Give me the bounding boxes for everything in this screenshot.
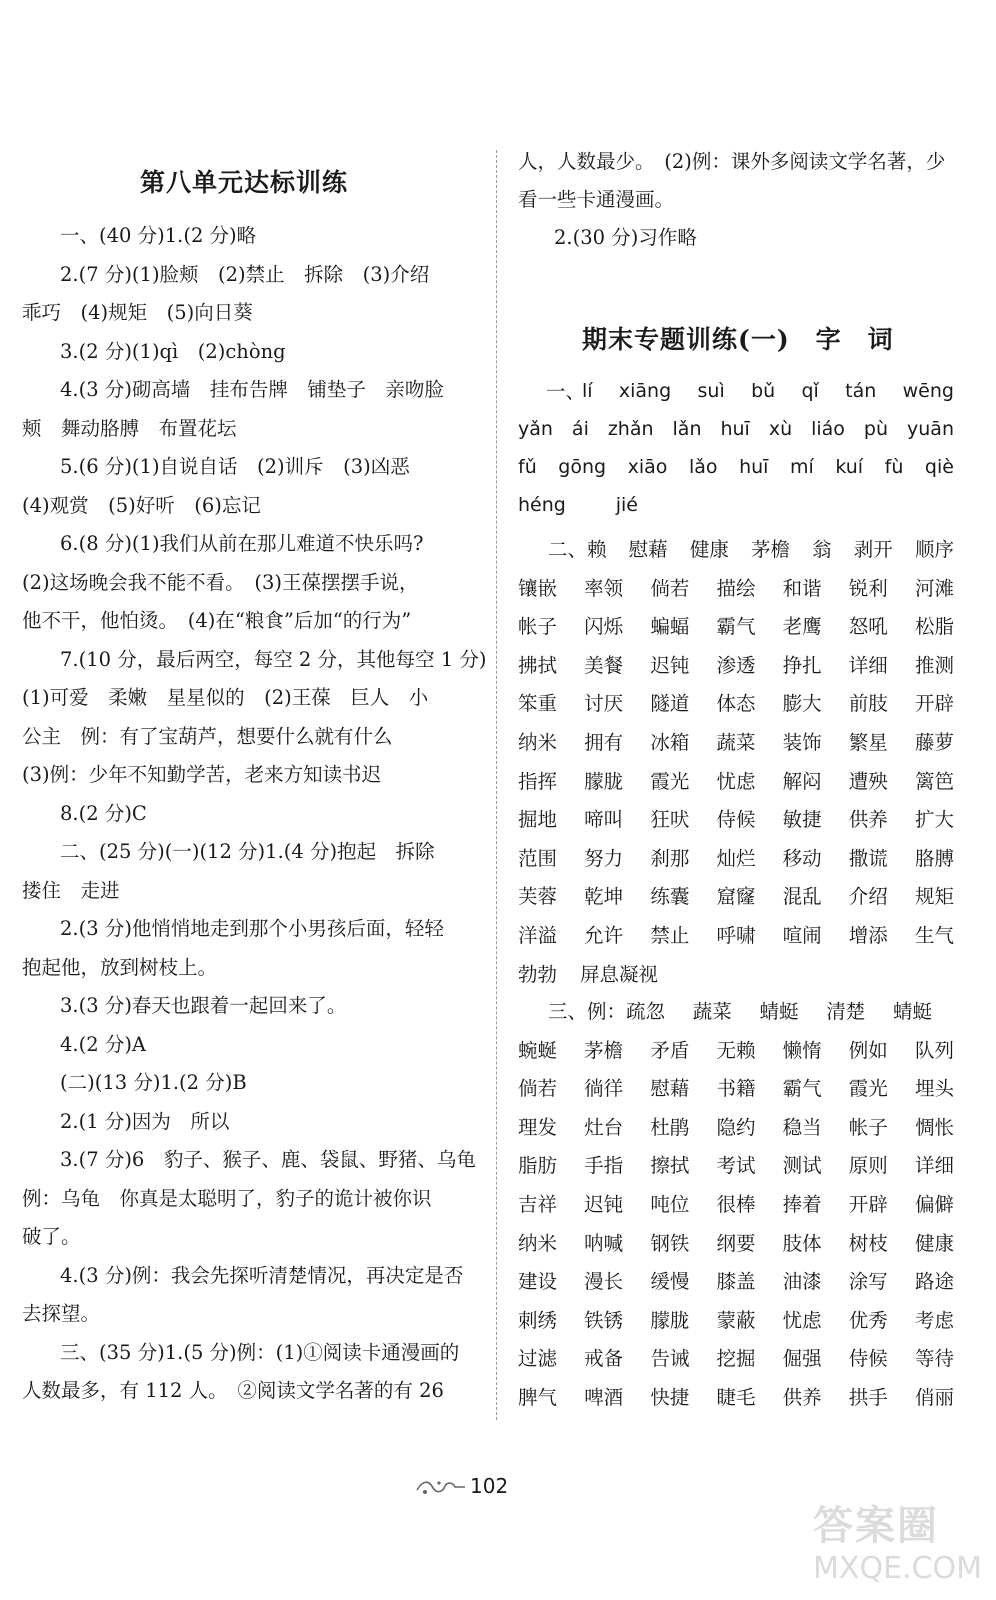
pinyin-item: fǔ — [518, 456, 537, 478]
pinyin-item: lí — [582, 380, 593, 402]
word-item: 侍候 — [716, 808, 756, 832]
word-item: 灿烂 — [716, 846, 756, 870]
word-item: 很棒 — [716, 1193, 756, 1216]
word-item: 忧虑 — [782, 1308, 822, 1332]
pinyin-item: tán — [845, 380, 877, 402]
word-item: 缓慢 — [650, 1270, 690, 1294]
pinyin-item: ái — [571, 418, 589, 440]
word-item: 增添 — [848, 924, 888, 947]
word-item: 霞光 — [848, 1077, 888, 1101]
word-item: 纲要 — [716, 1231, 756, 1255]
word-row — [518, 688, 954, 716]
answer-line: 2.(30 分)习作略 — [554, 226, 697, 249]
word-item: 优秀 — [848, 1308, 888, 1332]
word-item: 徜徉 — [584, 1077, 624, 1101]
word-item: 杜鹃 — [650, 1115, 690, 1139]
word-item: 美餐 — [584, 653, 624, 677]
answer-line: 看一些卡通漫画。 — [518, 188, 675, 211]
pinyin-item: qǐ — [801, 380, 819, 402]
word-item: 钢铁 — [650, 1231, 690, 1255]
pinyin-item: jié — [615, 494, 638, 516]
word-item: 树枝 — [848, 1231, 888, 1255]
word-item: 吨位 — [650, 1193, 690, 1216]
word-row — [518, 1189, 954, 1217]
word-item: 稳当 — [782, 1115, 822, 1139]
word-item: 蔬菜 — [692, 1000, 732, 1023]
answer-line: 抱起他，放到树枝上。 — [22, 955, 218, 979]
word-row — [548, 996, 932, 1024]
word-item: 顺序 — [914, 538, 954, 561]
word-item: 繁星 — [848, 731, 888, 754]
word-item: 脂肪 — [518, 1154, 558, 1178]
word-row — [518, 1382, 954, 1410]
word-item: 剥开 — [853, 538, 893, 561]
word-item: 窟窿 — [716, 885, 756, 909]
word-item: 闪烁 — [584, 615, 624, 639]
word-item: 蜿蜒 — [518, 1038, 558, 1062]
pinyin-item: bǔ — [751, 380, 776, 402]
word-item: 蜻蜓 — [759, 1000, 799, 1023]
pinyin-item: mí — [789, 456, 814, 478]
word-item: 隧道 — [650, 692, 690, 716]
watermark — [813, 1494, 982, 1586]
word-row — [518, 611, 954, 639]
word-item: 吉祥 — [518, 1193, 558, 1216]
word-item: 镶嵌 — [518, 576, 558, 600]
answer-line: 乖巧 (4)规矩 (5)向日葵 — [22, 301, 253, 324]
word-item: 倔强 — [782, 1347, 822, 1371]
answer-line: 3.(3 分)春天也跟着一起回来了。 — [60, 994, 347, 1017]
word-item: 迟钝 — [584, 1193, 624, 1216]
word-item: 脾气 — [518, 1386, 558, 1409]
word-item: 开辟 — [848, 1193, 888, 1216]
word-row — [548, 534, 954, 562]
word-item: 笨重 — [518, 692, 558, 716]
word-item: 帐子 — [518, 615, 558, 639]
word-item: 松脂 — [914, 615, 954, 639]
word-item: 考试 — [716, 1154, 756, 1178]
word-item: 狂吠 — [650, 808, 690, 832]
word-item: 规矩 — [914, 885, 954, 909]
word-item: 路途 — [914, 1270, 954, 1294]
word-item: 拥有 — [584, 731, 624, 754]
pinyin-item: lǎn — [672, 418, 702, 440]
word-item: 擦拭 — [650, 1154, 690, 1178]
word-item: 睫毛 — [716, 1386, 756, 1409]
answer-line: 2.(7 分)(1)脸颊 (2)禁止 拆除 (3)介绍 — [60, 262, 430, 286]
pinyin-item: huī — [739, 456, 769, 478]
word-row — [518, 766, 954, 794]
word-row — [518, 650, 954, 678]
page-number: 102 — [470, 1474, 509, 1498]
page-ornament-icon — [415, 1478, 467, 1496]
answer-line: (4)观赏 (5)好听 (6)忘记 — [22, 493, 261, 517]
word-item: 挖掘 — [716, 1347, 756, 1371]
word-item: 建设 — [518, 1270, 558, 1294]
word-item: 快捷 — [650, 1386, 690, 1409]
word-item: 膝盖 — [716, 1270, 756, 1294]
word-item: 膨大 — [782, 692, 822, 716]
word-item: 敏捷 — [782, 808, 822, 832]
word-item: 锐利 — [848, 576, 888, 600]
word-item: 装饰 — [782, 731, 822, 754]
word-item: 允许 — [584, 924, 624, 947]
word-row — [518, 727, 954, 755]
word-item: 描绘 — [716, 576, 756, 600]
word-item: 呼啸 — [716, 924, 756, 947]
word-item: 拱手 — [848, 1386, 888, 1409]
answer-line: 2.(3 分)他悄悄地走到那个小男孩后面，轻轻 — [60, 917, 444, 940]
word-item: 惆怅 — [914, 1115, 954, 1139]
pinyin-item: yǎn — [518, 418, 553, 440]
word-item: 霸气 — [716, 615, 756, 639]
word-item: 前肢 — [848, 692, 888, 716]
word-item: 开辟 — [914, 692, 954, 716]
word-item: 霸气 — [782, 1077, 822, 1101]
word-item: 灶台 — [584, 1115, 624, 1139]
word-item: 努力 — [584, 846, 624, 870]
word-item: 倘若 — [650, 576, 690, 600]
word-item: 理发 — [518, 1115, 558, 1139]
word-item: 胳膊 — [914, 846, 954, 870]
answer-line: 8.(2 分)C — [60, 801, 147, 825]
word-item: 蜻蜓 — [892, 1000, 932, 1023]
word-item: 慰藉 — [650, 1077, 690, 1101]
word-row — [518, 1035, 954, 1063]
word-item: 慰藉 — [628, 538, 668, 561]
answer-line: 一、(40 分)1.(2 分)略 — [60, 224, 257, 247]
word-item: 蝙蝠 — [650, 615, 690, 639]
word-item: 渗透 — [716, 653, 756, 677]
answer-line: 2.(1 分)因为 所以 — [60, 1109, 230, 1133]
pinyin-item: suì — [697, 380, 725, 402]
answer-line: 公主 例：有了宝葫芦，想要什么就有什么 — [22, 724, 393, 748]
word-item: 矛盾 — [650, 1038, 690, 1062]
answer-line: (3)例：少年不知勤学苦，老来方知读书迟 — [22, 763, 382, 786]
word-item: 撒谎 — [848, 846, 888, 870]
pinyin-row — [518, 418, 954, 440]
word-item: 告诫 — [650, 1347, 690, 1371]
word-item: 喧闹 — [782, 924, 822, 947]
answer-line: 6.(8 分)(1)我们从前在那儿难道不快乐吗? — [60, 532, 424, 555]
word-item: 涂写 — [848, 1270, 888, 1294]
word-item: 芙蓉 — [518, 885, 558, 909]
word-item: 生气 — [914, 924, 954, 947]
answer-line: (2)这场晚会我不能不看。 (3)王葆摆摆手说， — [22, 570, 419, 594]
word-item: 乾坤 — [584, 885, 624, 909]
word-item: 讨厌 — [584, 692, 624, 716]
answer-line: 3.(2 分)(1)qì (2)chòng — [60, 339, 286, 363]
word-item: 藤萝 — [914, 731, 954, 754]
word-item: 啼叫 — [584, 808, 624, 832]
column-divider — [496, 150, 498, 1420]
word-item: 练囊 — [650, 885, 690, 909]
word-item: 过滤 — [518, 1347, 558, 1371]
word-item: 翁 — [812, 538, 832, 561]
word-item: 铁锈 — [584, 1308, 624, 1332]
word-item: 范围 — [518, 846, 558, 870]
word-item: 埋头 — [914, 1077, 954, 1101]
word-item: 忧虑 — [716, 769, 756, 793]
word-row — [518, 1305, 954, 1333]
word-item: 无赖 — [716, 1038, 756, 1062]
answer-line: 4.(3 分)例：我会先探听清楚情况，再决定是否 — [60, 1263, 464, 1287]
word-item: 原则 — [848, 1154, 888, 1178]
word-item: 倘若 — [518, 1077, 558, 1101]
word-item: 队列 — [914, 1038, 954, 1062]
answer-line: 他不干，他怕烫。 (4)在“粮食”后加“的行为” — [22, 609, 412, 632]
word-item: 洋溢 — [518, 924, 558, 947]
pinyin-item: héng — [518, 494, 566, 516]
word-row — [518, 1073, 954, 1101]
pinyin-row — [518, 494, 638, 516]
word-item: 啤酒 — [584, 1386, 624, 1409]
section-one-label: 一、 — [546, 380, 586, 403]
unit-eight-title: 第八单元达标训练 — [140, 168, 349, 197]
word-item: 指挥 — [518, 769, 558, 793]
word-item: 懒惰 — [782, 1038, 822, 1062]
word-item: 掘地 — [518, 808, 558, 832]
word-item: 蒙蔽 — [716, 1308, 756, 1332]
pinyin-row — [582, 380, 954, 402]
word-row — [518, 1112, 954, 1140]
word-item: 霞光 — [650, 769, 690, 793]
answer-line: 人数最多，有 112 人。 ②阅读文学名著的有 26 — [22, 1379, 444, 1402]
word-item: 健康 — [914, 1231, 954, 1255]
word-item: 率领 — [584, 576, 624, 600]
word-item: 河滩 — [914, 576, 954, 600]
word-item: 迟钝 — [650, 653, 690, 677]
final-training-title: 期末专题训练(一) 字 词 — [582, 325, 894, 354]
word-item: 戒备 — [584, 1347, 624, 1371]
pinyin-item: fù — [884, 456, 904, 478]
word-item: 漫长 — [584, 1270, 624, 1294]
pinyin-row — [518, 456, 954, 478]
word-item: 勃勃 — [518, 962, 558, 986]
answer-line: 三、(35 分)1.(5 分)例：(1)①阅读卡通漫画的 — [60, 1340, 460, 1364]
word-item: 扩大 — [914, 808, 954, 832]
word-item: 茅檐 — [584, 1038, 624, 1062]
word-row — [518, 843, 954, 871]
word-item: 二、赖 — [548, 538, 607, 561]
word-item: 拂拭 — [518, 653, 558, 677]
word-item: 清楚 — [826, 1000, 866, 1023]
word-row — [518, 1150, 954, 1178]
answer-line: 颊 舞动胳膊 布置花坛 — [22, 416, 237, 440]
word-item: 考虑 — [914, 1308, 954, 1332]
answer-line: 搂住 走进 — [22, 878, 120, 902]
word-item: 手指 — [584, 1154, 624, 1178]
word-item: 肢体 — [782, 1231, 822, 1255]
word-item: 老鹰 — [782, 615, 822, 639]
answer-line: (二)(13 分)1.(2 分)B — [60, 1071, 247, 1094]
pinyin-item: huī — [720, 418, 750, 440]
word-item: 茅檐 — [750, 538, 790, 561]
word-item: 遭殃 — [848, 769, 888, 793]
word-item: 详细 — [848, 653, 888, 677]
word-item: 冰箱 — [650, 731, 690, 754]
word-item: 纳米 — [518, 731, 558, 754]
answer-line: 7.(10 分，最后两空，每空 2 分，其他每空 1 分) — [60, 647, 487, 671]
word-row — [518, 1343, 954, 1371]
word-row — [518, 881, 954, 909]
watermark-logo: 答案圈 — [813, 1503, 940, 1549]
word-item: 供养 — [782, 1386, 822, 1409]
word-item: 测试 — [782, 1154, 822, 1178]
word-item: 移动 — [782, 846, 822, 870]
answer-line: 4.(2 分)A — [60, 1032, 147, 1056]
word-item: 侍候 — [848, 1347, 888, 1371]
pinyin-item: liáo — [811, 418, 845, 440]
word-row — [518, 804, 954, 832]
pinyin-item: gōng — [558, 456, 607, 478]
pinyin-item: pù — [863, 418, 889, 440]
word-item: 挣扎 — [782, 653, 822, 677]
word-item: 呐喊 — [584, 1231, 624, 1255]
pinyin-item: yuān — [907, 418, 954, 440]
word-item: 健康 — [689, 538, 729, 561]
answer-line: 破了。 — [22, 1225, 81, 1248]
word-item: 俏丽 — [914, 1386, 954, 1409]
word-row — [518, 573, 954, 601]
word-item: 和谐 — [782, 576, 822, 600]
word-item: 朦胧 — [650, 1308, 690, 1332]
word-item: 解闷 — [782, 769, 822, 793]
word-item: 禁止 — [650, 924, 690, 947]
word-item: 刹那 — [650, 846, 690, 870]
pinyin-item: zhǎn — [607, 418, 654, 440]
word-item: 隐约 — [716, 1115, 756, 1139]
word-row — [518, 1228, 954, 1256]
pinyin-item: wēng — [902, 380, 954, 402]
word-row — [518, 959, 658, 987]
watermark-url: MXQE.COM — [813, 1551, 982, 1586]
pinyin-item: kuí — [835, 456, 864, 478]
answer-line: 人，人数最少。 (2)例：课外多阅读文学名著，少 — [518, 150, 946, 173]
answer-line: (1)可爱 柔嫩 星星似的 (2)王葆 巨人 小 — [22, 686, 429, 709]
pinyin-item: xù — [768, 418, 793, 440]
answer-line: 5.(6 分)(1)自说自话 (2)训斥 (3)凶恶 — [60, 455, 410, 478]
word-item: 朦胧 — [584, 769, 624, 793]
pinyin-item: xiāng — [618, 380, 672, 402]
word-item: 书籍 — [716, 1077, 756, 1101]
answer-line: 去探望。 — [22, 1302, 101, 1325]
word-item: 偏僻 — [914, 1193, 954, 1216]
word-item: 供养 — [848, 808, 888, 832]
word-row — [518, 1266, 954, 1294]
word-item: 纳米 — [518, 1231, 558, 1255]
answer-line: 4.(3 分)砌高墙 挂布告牌 铺垫子 亲吻脸 — [60, 378, 444, 401]
pinyin-item: lǎo — [688, 456, 718, 478]
word-item: 例如 — [848, 1038, 888, 1062]
answer-line: 例：乌龟 你真是太聪明了，豹子的诡计被你识 — [22, 1186, 432, 1210]
word-item: 等待 — [914, 1347, 954, 1371]
word-item: 捧着 — [782, 1193, 822, 1216]
answer-line: 3.(7 分)6 豹子、猴子、鹿、袋鼠、野猪、乌龟 — [60, 1148, 476, 1171]
answer-line: 二、(25 分)(一)(12 分)1.(4 分)抱起 拆除 — [60, 840, 435, 863]
word-item: 帐子 — [848, 1115, 888, 1139]
word-item: 油漆 — [782, 1270, 822, 1294]
pinyin-item: qiè — [924, 456, 954, 478]
word-item: 刺绣 — [518, 1308, 558, 1332]
word-item: 推测 — [914, 653, 954, 677]
word-item: 详细 — [914, 1154, 954, 1178]
word-item: 屏息凝视 — [579, 962, 658, 986]
word-item: 蔬菜 — [716, 731, 756, 754]
word-item: 三、例：疏忽 — [548, 1000, 666, 1023]
word-item: 体态 — [716, 692, 756, 716]
pinyin-item: xiāo — [627, 456, 668, 478]
word-item: 混乱 — [782, 885, 822, 909]
word-item: 怒吼 — [848, 615, 888, 639]
word-row — [518, 920, 954, 948]
word-item: 介绍 — [848, 885, 888, 909]
word-item: 篱笆 — [914, 769, 954, 793]
